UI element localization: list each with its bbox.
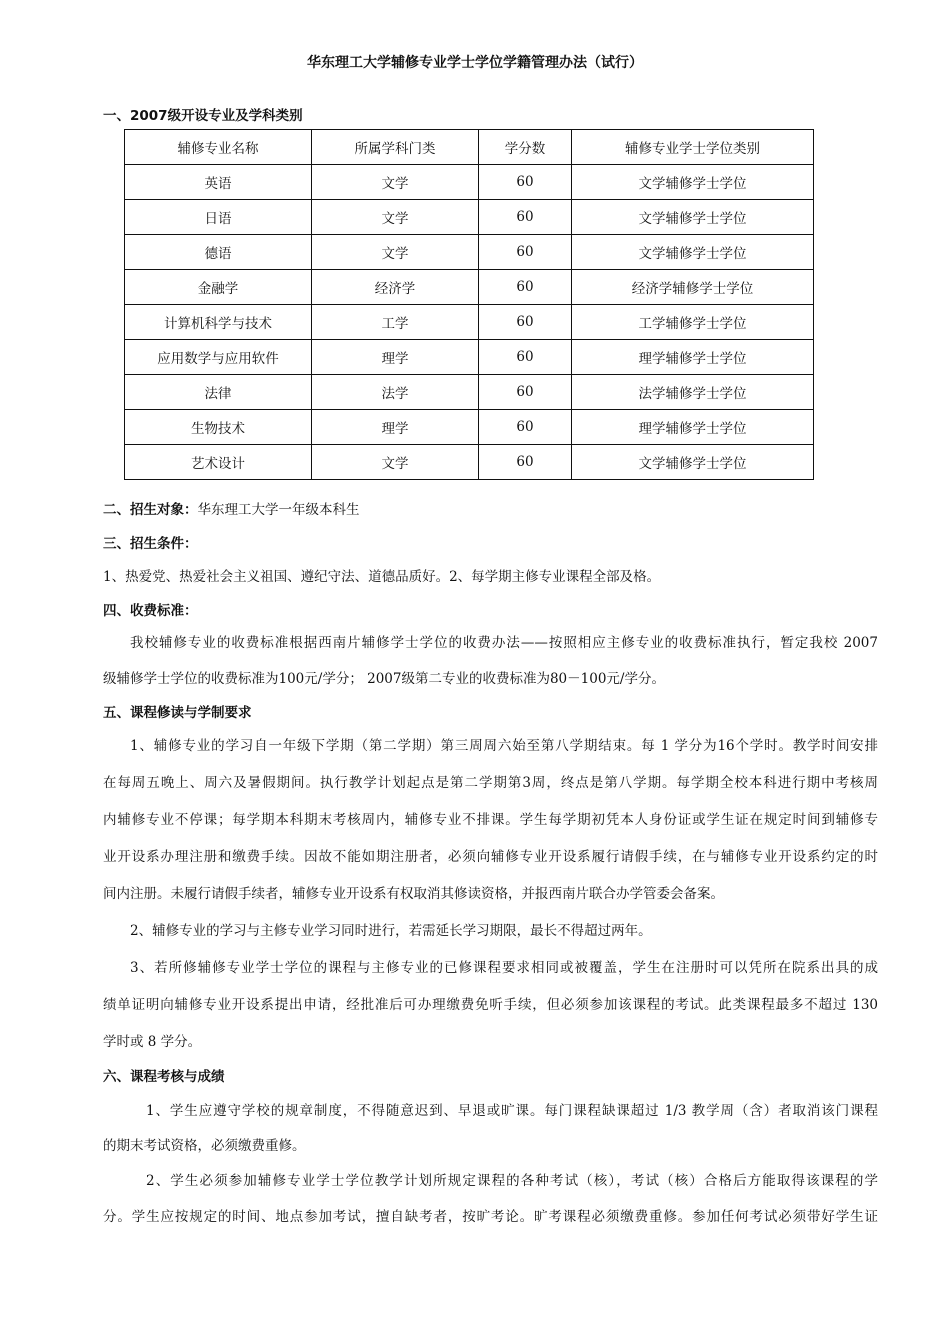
table-row: [125, 235, 814, 270]
section3-text: 1、热爱党、热爱社会主义祖国、遵纪守法、道德品质好。2、每学期主修专业课程全部及格。: [103, 569, 661, 585]
section6-line: 2、学生必须参加辅修专业学士学位教学计划所规定课程的各种考试（核），考试（核）合格后方能取得该课程的学: [146, 1173, 878, 1189]
section5-line: 内辅修专业不停课；每学期本科期末考核周内，辅修专业不排课。学生每学期初凭本人身份证或学生证在规定时间到辅修专: [103, 812, 878, 828]
section2-label: 二、招生对象：: [103, 502, 198, 518]
table-cell: 文学: [312, 200, 479, 235]
section1-heading: 一、2007级开设专业及学科类别: [103, 108, 303, 124]
table-cell: 60: [479, 375, 572, 410]
table-row: [125, 165, 814, 200]
table-cell: 工学: [312, 305, 479, 340]
table-cell: 文学辅修学士学位: [572, 235, 814, 270]
document-title: 华东理工大学辅修专业学士学位学籍管理办法（试行）: [307, 55, 643, 71]
section6-line: 的期末考试资格，必须缴费重修。: [103, 1138, 306, 1154]
table-cell: 文学: [312, 165, 479, 200]
section4-line: 级辅修学士学位的收费标准为100元/学分； 2007级第二专业的收费标准为80－100元/学分。: [103, 671, 665, 687]
table-header: 辅修专业学士学位类别: [572, 130, 814, 165]
table-cell: 理学: [312, 340, 479, 375]
table-header: 辅修专业名称: [125, 130, 312, 165]
table-row: [125, 445, 814, 480]
table-cell: 理学辅修学士学位: [572, 340, 814, 375]
table-cell: 工学辅修学士学位: [572, 305, 814, 340]
table-cell: 日语: [125, 200, 312, 235]
section4-heading: 四、收费标准：: [103, 603, 198, 619]
table-row: [125, 270, 814, 305]
table-cell: 经济学辅修学士学位: [572, 270, 814, 305]
table-header-row: [125, 130, 814, 165]
table-cell: 法学: [312, 375, 479, 410]
table-row: [125, 410, 814, 445]
section5-line: 学时或 8 学分。: [103, 1034, 202, 1050]
table-cell: 金融学: [125, 270, 312, 305]
section5-line: 间内注册。未履行请假手续者，辅修专业开设系有权取消其修读资格，并报西南片联合办学管委会备案。: [103, 886, 724, 902]
section2-text: 华东理工大学一年级本科生: [197, 502, 360, 518]
table-row: [125, 200, 814, 235]
table-cell: 文学辅修学士学位: [572, 445, 814, 480]
section2-heading: [103, 498, 360, 518]
table-cell: 文学: [312, 445, 479, 480]
section6-line: 1、学生应遵守学校的规章制度，不得随意迟到、早退或旷课。每门课程缺课超过 1/3 教学周（含）者取消该门课程: [146, 1103, 878, 1119]
section5-heading: 五、课程修读与学制要求: [103, 705, 252, 721]
section6-line: 分。学生应按规定的时间、地点参加考试，擅自缺考者，按旷考论。旷考课程必须缴费重修。参加任何考试必须带好学生证: [103, 1209, 878, 1225]
section5-line: 绩单证明向辅修专业开设系提出申请，经批准后可办理缴费免听手续，但必须参加该课程的考试。此类课程最多不超过 130: [103, 997, 878, 1013]
table-cell: 文学: [312, 235, 479, 270]
table-cell: 60: [479, 165, 572, 200]
table-header: 学分数: [479, 130, 572, 165]
table-row: [125, 375, 814, 410]
section5-line: 在每周五晚上、周六及暑假期间。执行教学计划起点是第二学期第3周，终点是第八学期。每学期全校本科进行期中考核周: [103, 775, 878, 791]
table-cell: 艺术设计: [125, 445, 312, 480]
table-cell: 应用数学与应用软件: [125, 340, 312, 375]
table-cell: 理学辅修学士学位: [572, 410, 814, 445]
section3-heading: 三、招生条件：: [103, 536, 198, 552]
table-cell: 60: [479, 235, 572, 270]
table-cell: 文学辅修学士学位: [572, 165, 814, 200]
section5-line: 业开设系办理注册和缴费手续。因故不能如期注册者，必须向辅修专业开设系履行请假手续，在与辅修专业开设系约定的时: [103, 849, 878, 865]
section4-line: 我校辅修专业的收费标准根据西南片辅修学士学位的收费办法——按照相应主修专业的收费标准执行，暂定我校 2007: [130, 635, 878, 651]
table-cell: 经济学: [312, 270, 479, 305]
table-cell: 德语: [125, 235, 312, 270]
table-cell: 生物技术: [125, 410, 312, 445]
table-header: 所属学科门类: [312, 130, 479, 165]
table-cell: 计算机科学与技术: [125, 305, 312, 340]
table-row: [125, 340, 814, 375]
section5-line: 2、辅修专业的学习与主修专业学习同时进行，若需延长学习期限，最长不得超过两年。: [130, 923, 652, 939]
table-cell: 60: [479, 270, 572, 305]
table-cell: 60: [479, 445, 572, 480]
table-cell: 60: [479, 305, 572, 340]
table-cell: 法律: [125, 375, 312, 410]
table-cell: 文学辅修学士学位: [572, 200, 814, 235]
table-row: [125, 305, 814, 340]
table-cell: 60: [479, 200, 572, 235]
table-cell: 英语: [125, 165, 312, 200]
major-table: [124, 129, 814, 480]
table-cell: 60: [479, 340, 572, 375]
section5-line: 1、辅修专业的学习自一年级下学期（第二学期）第三周周六始至第八学期结束。每 1 学分为16个学时。教学时间安排: [130, 738, 878, 754]
table-cell: 法学辅修学士学位: [572, 375, 814, 410]
section6-heading: 六、课程考核与成绩: [103, 1069, 225, 1085]
table-cell: 60: [479, 410, 572, 445]
section5-line: 3、若所修辅修专业学士学位的课程与主修专业的已修课程要求相同或被覆盖，学生在注册时可以凭所在院系出具的成: [130, 960, 878, 976]
table-cell: 理学: [312, 410, 479, 445]
